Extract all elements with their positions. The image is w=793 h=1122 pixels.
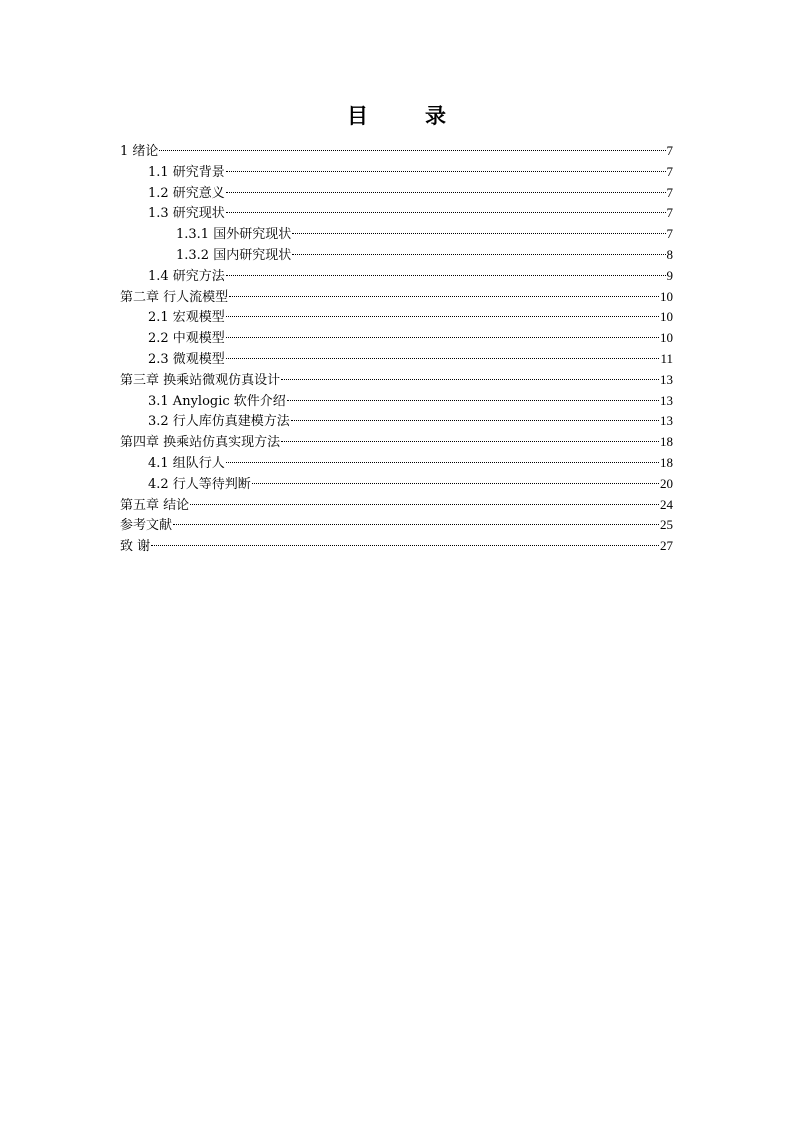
toc-entry-label: 参考文献	[120, 518, 173, 534]
toc-entry-page: 10	[660, 288, 673, 304]
toc-entry-page: 7	[666, 163, 673, 179]
dot-leader	[252, 483, 659, 484]
toc-entry-page: 13	[660, 371, 673, 387]
toc-entry-page: 25	[660, 517, 673, 533]
toc-entry-label: 第二章 行人流模型	[120, 289, 229, 305]
toc-entry[interactable]	[120, 411, 673, 432]
dot-leader	[292, 233, 665, 234]
toc-entry[interactable]	[120, 370, 673, 391]
toc-entry-label: 1.3 研究现状	[148, 206, 225, 222]
toc-entry[interactable]	[120, 536, 673, 557]
toc-entry[interactable]	[120, 474, 673, 495]
toc-entry-page: 13	[660, 392, 673, 408]
table-of-contents	[120, 141, 673, 557]
toc-entry[interactable]	[120, 224, 673, 245]
page-title: 目 录	[347, 104, 464, 128]
toc-entry-page: 7	[666, 205, 673, 221]
dot-leader	[226, 192, 666, 193]
toc-entry-page: 9	[666, 267, 673, 283]
toc-entry-page: 7	[666, 226, 673, 242]
toc-entry-page: 13	[660, 413, 673, 429]
toc-entry[interactable]	[120, 307, 673, 328]
toc-entry-label: 第五章 结论	[120, 497, 190, 513]
toc-entry-label: 3.1 Anylogic 软件介绍	[148, 393, 286, 409]
toc-entry-page: 18	[660, 434, 673, 450]
toc-entry-label: 1.3.1 国外研究现状	[176, 227, 292, 243]
toc-entry-label: 1.2 研究意义	[148, 185, 225, 201]
dot-leader	[226, 316, 659, 317]
dot-leader	[151, 545, 659, 546]
toc-entry-label: 2.3 微观模型	[148, 351, 225, 367]
toc-entry-page: 10	[660, 330, 673, 346]
dot-leader	[287, 400, 659, 401]
toc-entry[interactable]	[120, 349, 673, 370]
toc-entry-page: 18	[660, 454, 673, 470]
toc-entry[interactable]	[120, 391, 673, 412]
toc-entry[interactable]	[120, 183, 673, 204]
toc-entry[interactable]	[120, 162, 673, 183]
dot-leader	[226, 275, 666, 276]
toc-entry-page: 7	[666, 184, 673, 200]
toc-entry-label: 4.2 行人等待判断	[148, 476, 251, 492]
toc-entry-page: 7	[666, 143, 673, 158]
toc-entry[interactable]	[120, 453, 673, 474]
dot-leader	[226, 212, 666, 213]
toc-entry-page: 20	[660, 475, 673, 491]
toc-entry[interactable]	[120, 432, 673, 453]
dot-leader	[292, 254, 665, 255]
dot-leader	[173, 524, 659, 525]
toc-entry-label: 第三章 换乘站微观仿真设计	[120, 372, 281, 388]
toc-entry-page: 11	[660, 350, 673, 366]
toc-entry[interactable]	[120, 203, 673, 224]
toc-entry-label: 1.3.2 国内研究现状	[176, 247, 292, 263]
toc-entry[interactable]	[120, 328, 673, 349]
dot-leader	[159, 150, 665, 151]
toc-entry[interactable]	[120, 515, 673, 536]
dot-leader	[226, 358, 660, 359]
toc-entry-page: 24	[660, 496, 673, 512]
toc-entry[interactable]	[120, 141, 673, 162]
dot-leader	[226, 462, 659, 463]
toc-entry-label: 第四章 换乘站仿真实现方法	[120, 435, 281, 451]
toc-entry-label: 1.4 研究方法	[148, 268, 225, 284]
toc-entry-label: 1 绪论	[120, 144, 159, 159]
toc-entry[interactable]	[120, 245, 673, 266]
dot-leader	[291, 420, 659, 421]
toc-entry-page: 10	[660, 309, 673, 325]
dot-leader	[226, 337, 659, 338]
dot-leader	[229, 296, 659, 297]
toc-entry-label: 2.1 宏观模型	[148, 310, 225, 326]
dot-leader	[281, 441, 659, 442]
toc-entry[interactable]	[120, 266, 673, 287]
dot-leader	[226, 171, 666, 172]
toc-entry-page: 8	[666, 246, 673, 262]
toc-entry[interactable]	[120, 495, 673, 516]
toc-entry-label: 2.2 中观模型	[148, 331, 225, 347]
toc-entry-label: 致 谢	[120, 539, 151, 555]
toc-entry-page: 27	[660, 538, 673, 554]
toc-entry-label: 1.1 研究背景	[148, 164, 225, 180]
toc-entry[interactable]	[120, 287, 673, 308]
toc-entry-label: 3.2 行人库仿真建模方法	[148, 414, 290, 430]
dot-leader	[190, 504, 659, 505]
toc-entry-label: 4.1 组队行人	[148, 455, 225, 471]
dot-leader	[281, 379, 659, 380]
